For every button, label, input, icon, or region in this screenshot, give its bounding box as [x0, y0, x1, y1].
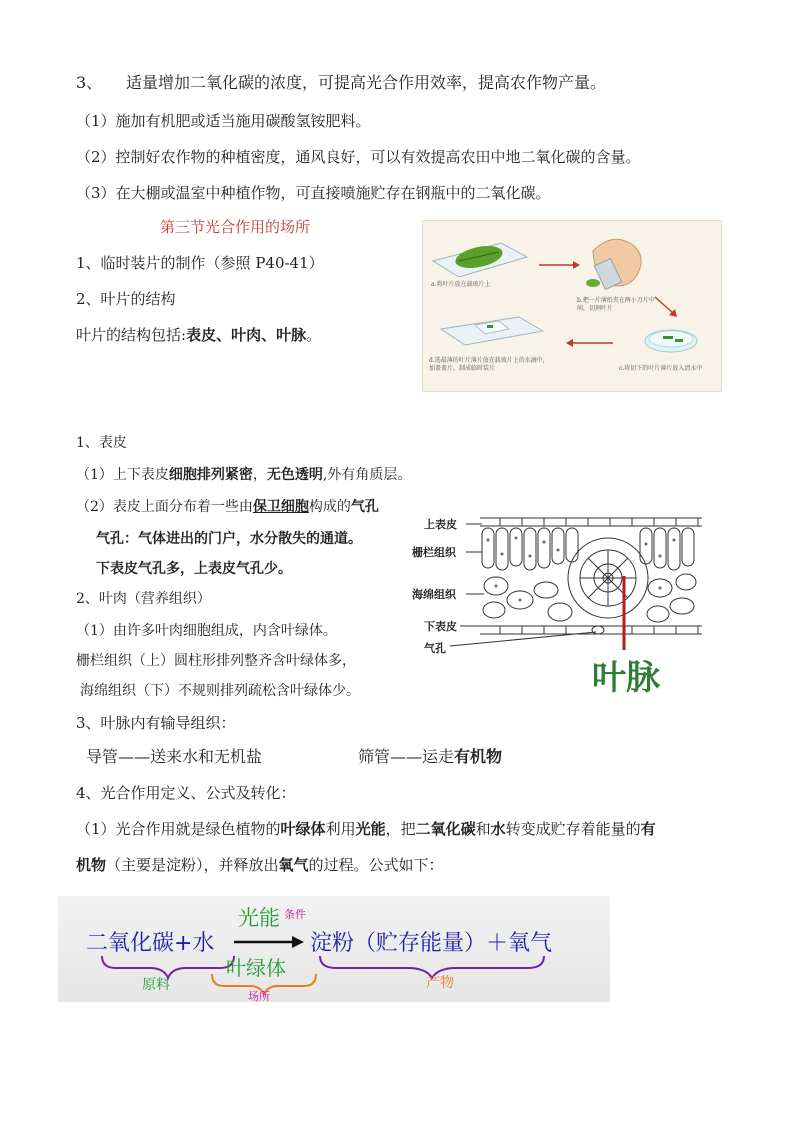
formula-site-tag: 场所 [248, 990, 270, 1003]
section3-item-1: （1）施加有机肥或适当施用碳酸氢铵肥料。 [76, 112, 371, 130]
vein-heading: 3、叶脉内有输导组织： [76, 714, 236, 732]
sieve-c: 有机物 [454, 747, 503, 766]
epidermis-heading: 1、表皮 [76, 435, 127, 451]
formula-condition: 光能 [238, 906, 280, 930]
epi2-d: 气孔 [350, 499, 379, 515]
def1-c: 利用 [325, 820, 356, 838]
vessel-line: 导管——送来水和无机盐 [86, 747, 263, 766]
section3-title-line [76, 72, 606, 94]
caption-step-c: c.将切下的叶片薄片放入清水中 [619, 365, 703, 372]
epi1-c: ， [252, 467, 267, 483]
section3-number: 3、 [76, 73, 103, 92]
leaf-cross-section-figure [410, 510, 710, 700]
epi1-b: 细胞排列紧密 [168, 467, 253, 483]
epi1-e: ,外有角质层。 [322, 467, 412, 483]
def2-b: （主要是淀粉），并释放出 [106, 856, 279, 874]
def1-f: 二氧化碳 [415, 820, 476, 838]
label-spongy: 海绵组织 [412, 588, 456, 601]
section3-item-3: （3）在大棚或温室中种植作物，可直接喷施贮存在钢瓶中的二氧化碳。 [76, 184, 551, 202]
formula-reactants-tag: 原料 [142, 977, 170, 993]
formula-site: 叶绿体 [226, 956, 286, 980]
stoma-definition: 气孔：气体进出的门户，水分散失的通道。 [96, 531, 362, 547]
sieve-a: 筛管—— [358, 747, 423, 766]
def2-a: 机物 [76, 856, 107, 874]
label-lower-epidermis: 下表皮 [424, 620, 457, 633]
epi1-a: （1）上下表皮 [76, 467, 169, 483]
stoma-count: 下表皮气孔多，上表皮气孔少。 [96, 561, 292, 577]
definition-line-1 [76, 818, 656, 840]
structure-prefix: 叶片的结构包括: [76, 326, 187, 344]
chapter-heading: 第三节光合作用的场所 [160, 218, 311, 236]
def1-h: 水 [490, 820, 506, 838]
epidermis-line-2 [76, 496, 379, 518]
label-stoma: 气孔 [424, 642, 446, 655]
formula-products-tag: 产物 [426, 975, 454, 991]
def1-g: 和 [475, 820, 491, 838]
formula-reactants: 二氧化碳+水 [86, 931, 215, 956]
formula-condition-tag: 条件 [284, 908, 306, 921]
mesophyll-line-1: （1）由许多叶肉细胞组成，内含叶绿体。 [76, 623, 337, 639]
section3-title: 适量增加二氧化碳的浓度，可提高光合作用效率，提高农作物产量。 [126, 73, 607, 92]
mesophyll-heading: 2、叶肉（营养组织） [76, 591, 211, 607]
definition-line-2 [76, 854, 444, 876]
section3-item-2: （2）控制好农作物的种植密度，通风良好，可以有效提高农田中地二氧化碳的含量。 [76, 148, 641, 166]
def1-d: 光能 [355, 820, 386, 838]
part2-heading: 2、叶片的结构 [76, 290, 176, 308]
part1-heading: 1、临时装片的制作（参照 P40-41） [76, 254, 324, 272]
def1-a: （1）光合作用就是绿色植物的 [76, 820, 281, 838]
def1-i: 转变成贮存着能量的 [505, 820, 641, 838]
def1-b: 叶绿体 [280, 820, 326, 838]
epi1-d: 无色透明 [266, 467, 323, 483]
epidermis-line-1 [76, 464, 411, 486]
def2-c: 氧气 [278, 856, 309, 874]
def1-j: 有 [640, 820, 656, 838]
epi2-c: 构成的 [308, 499, 351, 515]
slide-preparation-figure [422, 220, 722, 392]
spongy-line: 海绵组织（下）不规则排列疏松含叶绿体少。 [80, 683, 360, 699]
sieve-line [358, 746, 502, 768]
label-palisade: 栅栏组织 [412, 546, 456, 559]
leaf-structure-line [76, 324, 321, 346]
caption-step-d: d.选最薄的叶片薄片放在载玻片上的水滴中，加盖盖片，制成临时装片 [429, 357, 549, 372]
def1-e: ，把 [385, 820, 416, 838]
leaf-cross-section-drawing [410, 510, 710, 700]
sieve-b: 运走 [422, 747, 455, 766]
photosynthesis-formula [58, 896, 610, 1002]
structure-suffix: 。 [306, 326, 322, 344]
palisade-line: 栅栏组织（上）圆柱形排列整齐含叶绿体多， [76, 653, 356, 669]
formula-products: 淀粉（贮存能量）＋氧气 [310, 931, 553, 956]
photosynthesis-heading: 4、光合作用定义、公式及转化： [76, 784, 296, 802]
structure-parts: 表皮、叶肉、叶脉 [186, 326, 307, 344]
def2-d: 的过程。公式如下： [308, 856, 444, 874]
caption-step-b: b.把一片薄纸夹在两小刀片中间，切割叶片 [577, 297, 655, 312]
label-vein: 叶脉 [592, 658, 660, 698]
epi2-a: （2）表皮上面分布着一些由 [76, 499, 253, 515]
epi2-b: 保卫细胞 [252, 499, 309, 515]
label-upper-epidermis: 上表皮 [424, 518, 457, 531]
caption-step-a: a.将叶片放在载玻片上 [431, 281, 491, 288]
